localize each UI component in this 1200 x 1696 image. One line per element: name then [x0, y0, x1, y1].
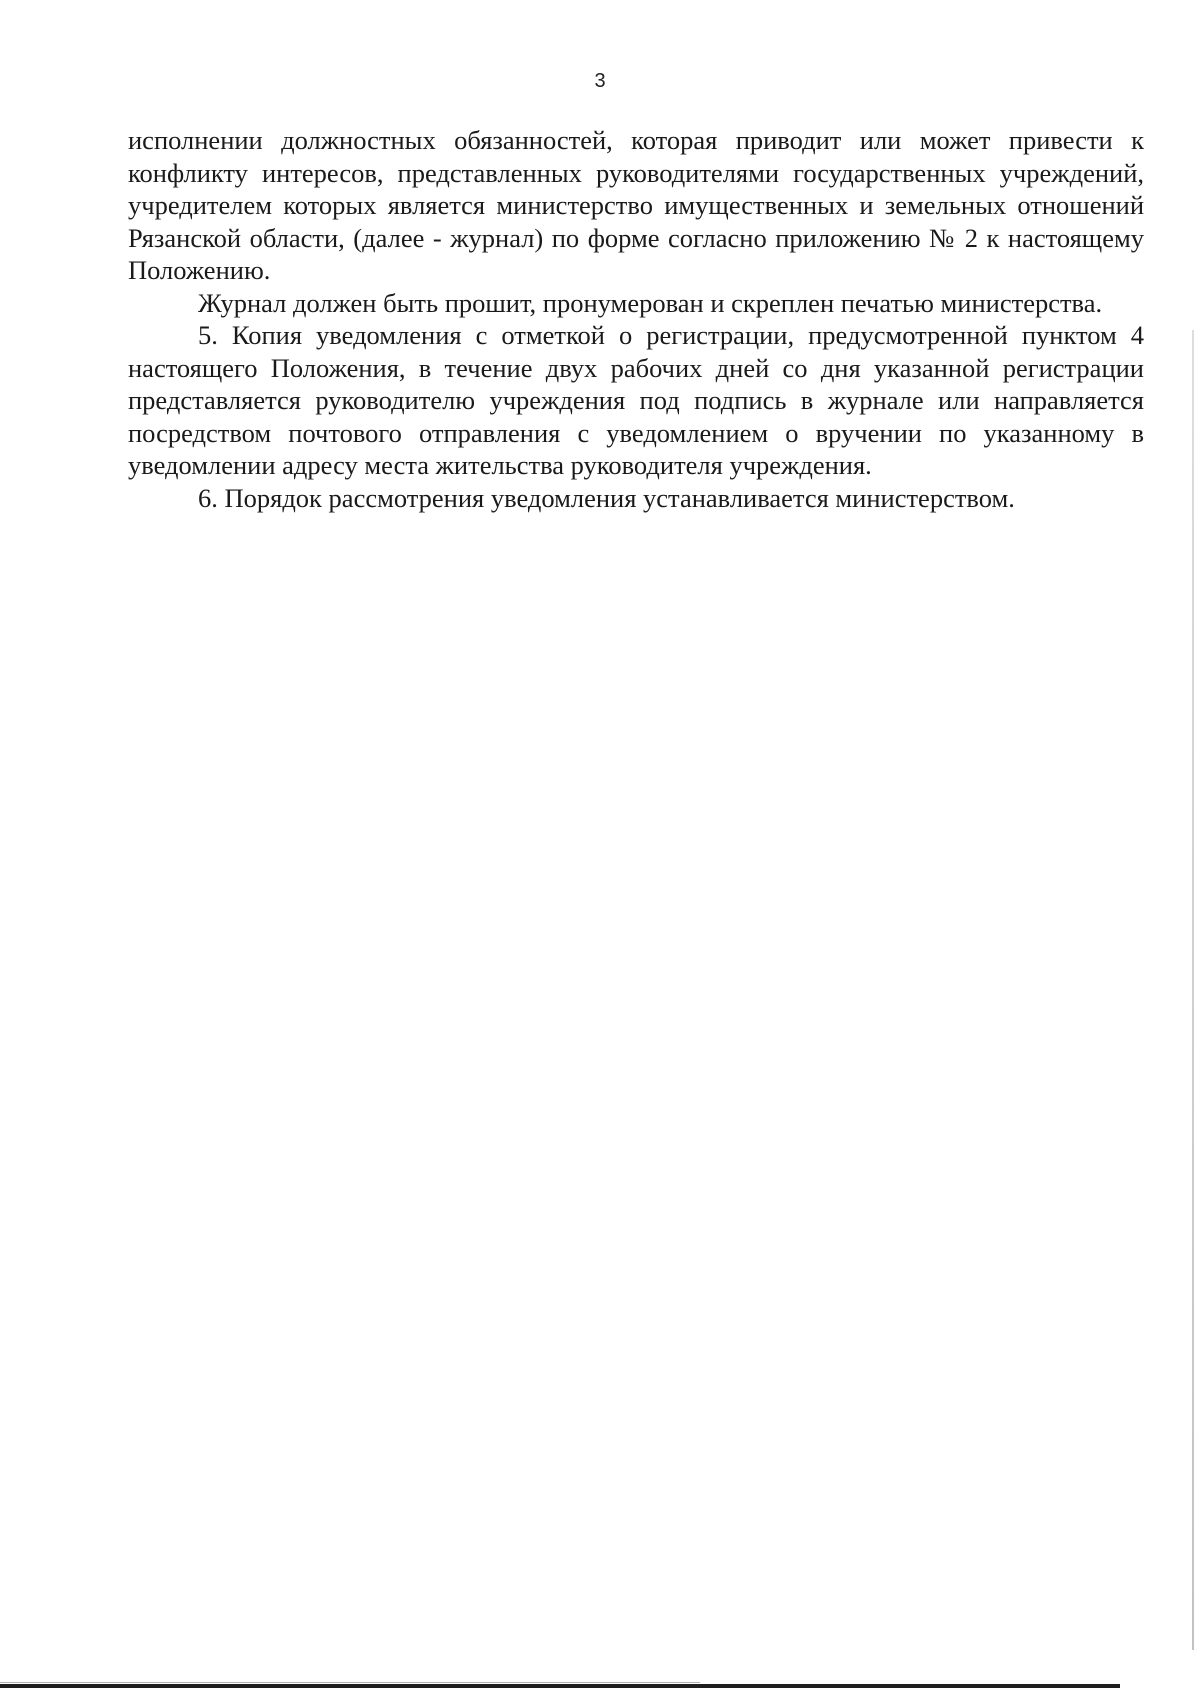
- scan-edge-bottom-fade: [0, 1682, 700, 1683]
- paragraph-journal: Журнал должен быть прошит, пронумерован и скреплен печатью министерства.: [198, 287, 1103, 318]
- paragraph-item-5: 5. Копия уведомления с отметкой о регистрации, предусмотренной пунктом 4 настоящего Положения, в течение двух рабочих дней со дня указанной регистрации представляется руководителю учреждения под подпись в журнале или направляется посредством почтового отправления с уведомлением о вручении по указанному в уведомлении адресу места жительства руководителя учреждения.: [128, 320, 1144, 480]
- paragraph-item-6: 6. Порядок рассмотрения уведомления устанавливается министерством.: [198, 482, 1015, 513]
- page-number: 3: [594, 70, 606, 92]
- paragraph-continuation: исполнении должностных обязанностей, которая приводит или может привести к конфликту интересов, представленных руководителями государственных учреждений, учредителем которых является министерство имущественных и земельных отношений Рязанской области, (далее - журнал) по форме согласно приложению № 2 к настоящему Положению.: [128, 125, 1144, 285]
- scan-edge-right: [1192, 330, 1194, 1650]
- document-body: [128, 124, 1144, 514]
- scan-edge-bottom: [0, 1684, 1120, 1688]
